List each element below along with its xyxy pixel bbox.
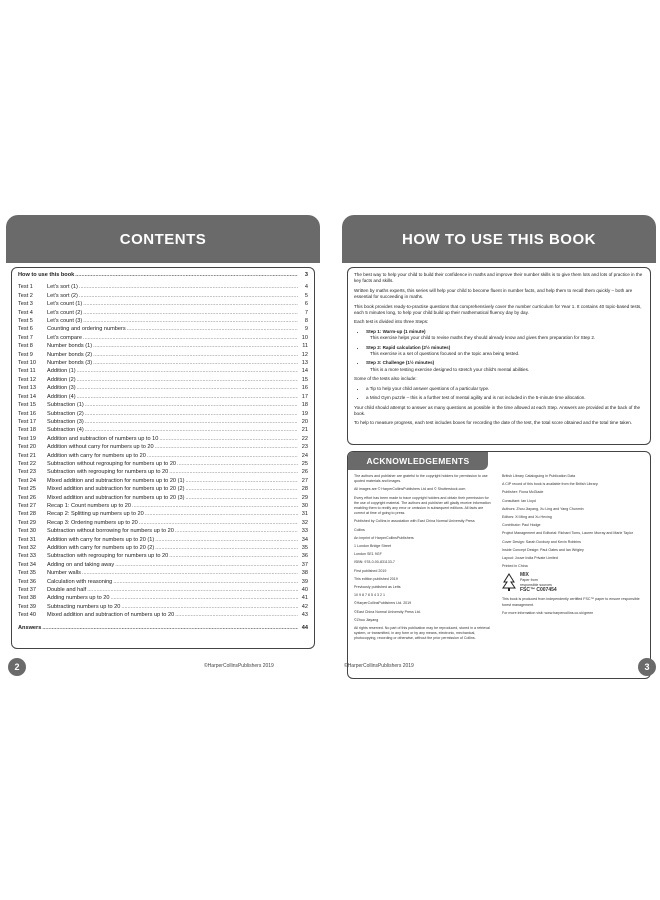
dot-leader xyxy=(115,561,298,569)
contents-page-number: 37 xyxy=(301,561,308,568)
contents-test-title: Number walls xyxy=(47,570,81,577)
contents-test-title: Subtraction without regrouping for numbers up to 20 xyxy=(47,460,177,467)
fsc-tree-icon xyxy=(502,573,516,591)
contents-page-number: 31 xyxy=(301,511,308,518)
ack-line: Authors: Zhou Jiayang, Xu Ling and Yang Chunmin xyxy=(502,506,584,511)
dot-leader xyxy=(175,611,298,619)
contents-test-title: Let's sort (1) xyxy=(47,284,78,291)
how-to-use-page xyxy=(342,205,658,680)
contents-page-number: 38 xyxy=(301,570,308,577)
contents-row xyxy=(18,300,308,308)
contents-page-number: 40 xyxy=(301,587,308,594)
acknowledgements-right-column xyxy=(502,474,642,619)
contents-test-number: How to use this book xyxy=(18,272,75,278)
fsc-logo-block xyxy=(502,573,642,593)
fsc-line: Paper from xyxy=(520,578,538,583)
dot-leader xyxy=(155,536,298,544)
contents-page-number: 43 xyxy=(301,612,308,619)
intro-paragraph: This book provides ready-to-practise questions that comprehensively cover the number curriculum for Year 1. It contains 40 topic-based tests, each 5 minutes long, to help your child build up their mathematical fluency day by day. xyxy=(354,303,642,316)
contents-row xyxy=(18,384,308,392)
dot-leader xyxy=(145,510,298,518)
dot-leader xyxy=(127,325,298,333)
contents-page-number: 36 xyxy=(301,553,308,560)
contents-test-title: Double and half xyxy=(47,587,87,594)
contents-page-number: 4 xyxy=(304,284,308,291)
how-to-use-banner xyxy=(342,215,656,263)
contents-test-title: Let's count (1) xyxy=(47,301,83,308)
includes-list xyxy=(354,386,644,402)
contents-test-number: Test 12 xyxy=(18,376,37,383)
how-to-use-heading: HOW TO USE THIS BOOK xyxy=(402,230,596,248)
contents-test-number: Test 18 xyxy=(18,427,37,434)
contents-test-title: Mixed addition and subtraction for numbers up to 20 (3) xyxy=(47,494,185,501)
contents-test-title: Subtraction with regrouping for numbers up to 20 xyxy=(47,553,169,560)
contents-test-title: Recap 2: Splitting up numbers up to 20 xyxy=(47,511,144,518)
include-item: • a Mind Gym puzzle – this is a further test of mental agility and is not included in the 5-minute time allocation. xyxy=(366,395,644,401)
contents-test-title: Let's count (2) xyxy=(47,309,83,316)
contents-page-number: 44 xyxy=(301,624,308,631)
contents-test-title: Subtraction (3) xyxy=(47,418,84,425)
contents-row xyxy=(18,393,308,401)
contents-page xyxy=(6,205,322,680)
ack-line: ISBN: 978-0-00-831133-7 xyxy=(354,560,395,565)
contents-test-title: Subtraction with regrouping for numbers up to 20 xyxy=(47,469,169,476)
ack-line: An imprint of HarperCollinsPublishers xyxy=(354,535,414,540)
contents-row xyxy=(18,624,308,632)
dot-leader xyxy=(42,624,298,632)
contents-test-number: Answers xyxy=(18,624,42,631)
contents-test-number: Test 1 xyxy=(18,284,33,291)
contents-test-number: Test 9 xyxy=(18,351,33,358)
fsc-mix: MIX xyxy=(520,572,529,579)
ack-line: British Library Cataloguing in Publication Data xyxy=(502,474,576,478)
contents-row xyxy=(18,359,308,367)
contents-test-number: Test 38 xyxy=(18,595,37,602)
dot-leader xyxy=(93,351,298,359)
steps-list xyxy=(354,329,644,373)
contents-page-number: 24 xyxy=(301,452,308,459)
ack-line: Editors: Xi Ming and Xu Hexing xyxy=(502,515,552,520)
contents-test-title: Number bonds (3) xyxy=(47,360,93,367)
ack-line: Consultant: Ian Lloyd xyxy=(502,498,536,503)
contents-page-number: 19 xyxy=(301,410,308,417)
contents-row xyxy=(18,586,308,594)
contents-list xyxy=(11,267,315,649)
contents-test-number: Test 17 xyxy=(18,418,37,425)
dot-leader xyxy=(83,309,298,317)
acknowledgements-box xyxy=(347,451,651,679)
contents-heading: CONTENTS xyxy=(119,230,207,248)
copyright-right: ©HarperCollinsPublishers 2019 xyxy=(344,663,414,669)
dot-leader xyxy=(79,292,298,300)
fsc-note: For more information visit: www.harpercollins.co.uk/green xyxy=(502,610,594,615)
dot-leader xyxy=(85,426,298,434)
contents-page-number: 41 xyxy=(301,595,308,602)
contents-test-number: Test 31 xyxy=(18,536,37,543)
contents-page-number: 29 xyxy=(301,494,308,501)
contents-row xyxy=(18,309,308,317)
contents-test-number: Test 33 xyxy=(18,553,37,560)
contents-row xyxy=(18,376,308,384)
contents-row xyxy=(18,435,308,443)
contents-test-title: Addition without carry for numbers up to 20 xyxy=(47,444,154,451)
contents-page-number: 9 xyxy=(304,326,308,333)
contents-row xyxy=(18,283,308,291)
contents-row xyxy=(18,271,308,279)
dot-leader xyxy=(77,384,298,392)
contents-row xyxy=(18,594,308,602)
ack-line: All images are © HarperCollinsPublishers Ltd and © Shutterstock.com xyxy=(354,487,466,492)
contents-test-title: Addition (2) xyxy=(47,376,76,383)
contents-test-title: Recap 1: Count numbers up to 20 xyxy=(47,502,131,509)
dot-leader xyxy=(83,300,298,308)
ack-line: ©Zhou Jiayang xyxy=(354,617,379,622)
contents-test-title: Addition with carry for numbers up to 20 (1) xyxy=(47,536,155,543)
dot-leader xyxy=(169,552,298,560)
fsc-code: FSC™ C007454 xyxy=(520,587,557,594)
contents-page-number: 12 xyxy=(301,351,308,358)
contents-test-number: Test 11 xyxy=(18,368,36,375)
ack-line: First published 2019 xyxy=(354,568,387,573)
step-item: • Step 1: Warm-up (1 minute) This exercise helps your child to revise maths they should already know and gives them preparation for Step 2. xyxy=(366,329,644,342)
contents-page-number: 13 xyxy=(301,360,308,367)
contents-test-title: Let's count (3) xyxy=(47,318,83,325)
fsc-note: This book is produced from independently certified FSC™ paper to ensure responsible forest management. xyxy=(502,597,640,607)
contents-test-title: Subtraction without borrowing for numbers up to 20 xyxy=(47,528,174,535)
contents-test-title: Addition with carry for numbers up to 20 xyxy=(47,452,146,459)
contents-test-number: Test 29 xyxy=(18,519,37,526)
ack-line: London SE1 9GF xyxy=(354,552,382,557)
contents-test-title: Adding on and taking away xyxy=(47,561,115,568)
dot-leader xyxy=(85,418,298,426)
dot-leader xyxy=(111,594,298,602)
contents-test-title: Addition (1) xyxy=(47,368,76,375)
contents-test-number: Test 14 xyxy=(18,393,37,400)
ack-line: Contributor: Paul Hodge xyxy=(502,523,541,528)
contents-page-number: 33 xyxy=(301,528,308,535)
contents-test-number: Test 5 xyxy=(18,318,33,325)
contents-row xyxy=(18,452,308,460)
contents-row xyxy=(18,342,308,350)
contents-test-number: Test 19 xyxy=(18,435,37,442)
contents-row xyxy=(18,351,308,359)
dot-leader xyxy=(75,271,298,279)
contents-row xyxy=(18,410,308,418)
dot-leader xyxy=(185,494,298,502)
contents-test-number: Test 2 xyxy=(18,292,33,299)
contents-page-number: 25 xyxy=(301,460,308,467)
dot-leader xyxy=(147,452,298,460)
ack-line: A CIP record of this book is available from the British Library. xyxy=(502,482,599,487)
contents-page-number: 42 xyxy=(301,603,308,610)
contents-test-number: Test 35 xyxy=(18,570,37,577)
contents-row xyxy=(18,325,308,333)
contents-test-number: Test 4 xyxy=(18,309,33,316)
ack-line: Inside Concept Design: Paul Oates and Ian Wrigley xyxy=(502,547,584,552)
contents-row xyxy=(18,569,308,577)
contents-test-title: Addition with carry for numbers up to 20 (2) xyxy=(47,545,155,551)
contents-test-title: Addition (4) xyxy=(47,393,76,400)
how-to-use-text xyxy=(347,267,651,445)
contents-page-number: 5 xyxy=(304,292,308,299)
contents-test-title: Mixed addition and subtraction of numbers up to 20 xyxy=(47,612,175,619)
contents-test-number: Test 3 xyxy=(18,301,33,308)
contents-page-number: 22 xyxy=(301,435,308,442)
contents-page-number: 20 xyxy=(301,418,308,425)
ack-line: This edition published 2019 xyxy=(354,576,398,581)
contents-page-number: 34 xyxy=(301,536,308,543)
ack-line: Layout: Jouve India Private Limited xyxy=(502,556,558,561)
acknowledgements-left-column xyxy=(354,474,494,645)
fsc-line: responsible sources xyxy=(520,583,552,588)
dot-leader xyxy=(139,519,298,527)
acknowledgements-heading: ACKNOWLEDGEMENTS xyxy=(348,452,488,470)
dot-leader xyxy=(77,367,298,375)
contents-page-number: 7 xyxy=(304,309,308,316)
contents-row xyxy=(18,544,308,552)
dot-leader xyxy=(177,460,298,468)
contents-row xyxy=(18,460,308,468)
contents-row xyxy=(18,292,308,300)
dot-leader xyxy=(113,578,298,586)
contents-test-number: Test 25 xyxy=(18,486,37,493)
contents-page-number: 26 xyxy=(301,469,308,476)
dot-leader xyxy=(185,477,298,485)
intro-paragraph: Written by maths experts, this series will help your child to become fluent in number facts, and help them to recall them quickly – both are essential for succeeding in maths. xyxy=(354,287,633,300)
contents-row xyxy=(18,527,308,535)
contents-row xyxy=(18,611,308,619)
contents-page-number: 39 xyxy=(301,578,308,585)
ack-line: 10 9 8 7 6 5 4 3 2 1 xyxy=(354,593,385,598)
contents-test-title: Subtraction (1) xyxy=(47,402,84,409)
contents-test-number: Test 40 xyxy=(18,612,37,619)
contents-row xyxy=(18,468,308,476)
contents-test-number: Test 30 xyxy=(18,528,37,535)
contents-banner xyxy=(6,215,320,263)
contents-row xyxy=(18,494,308,502)
contents-test-number: Test 26 xyxy=(18,494,37,501)
ack-line: Published by Collins in association with East China Normal University Press xyxy=(354,519,475,524)
contents-test-title: Mixed addition and subtraction for numbers up to 20 (2) xyxy=(47,486,185,493)
contents-test-number: Test 16 xyxy=(18,410,37,417)
contents-test-number: Test 13 xyxy=(18,385,37,392)
contents-test-number: Test 34 xyxy=(18,561,37,568)
contents-test-title: Number bonds (2) xyxy=(47,351,93,358)
contents-row xyxy=(18,485,308,493)
contents-test-number: Test 24 xyxy=(18,477,37,484)
step-item: • Step 3: Challenge (1½ minutes) This is a more testing exercise designed to stretch your child's mental abilities. xyxy=(366,360,644,373)
dot-leader xyxy=(155,443,298,451)
contents-row xyxy=(18,552,308,560)
contents-page-number: 18 xyxy=(301,402,308,409)
dot-leader xyxy=(83,317,298,325)
ack-line: All rights reserved. No part of this publication may be reproduced, stored in a retrieval system, or transmitted, in any form or by any means, electronic, mechanical, photocopying, recording or otherwise, without the prior permission of Collins. xyxy=(354,626,490,641)
contents-page-number: 30 xyxy=(301,502,308,509)
contents-test-title: Adding numbers up to 20 xyxy=(47,595,110,602)
contents-test-number: Test 10 xyxy=(18,360,37,367)
dot-leader xyxy=(77,393,298,401)
intro-paragraph: Each test is divided into three Steps: xyxy=(354,319,429,325)
contents-test-number: Test 22 xyxy=(18,460,37,467)
tests-include-label: Some of the tests also include: xyxy=(354,376,417,382)
ack-line: Every effort has been made to trace copyright holders and obtain their permission for the use of copyright material. The authors and publisher will gladly receive information enabling them to rectify any error or omission in subsequent editions. All facts are correct at time of going to press. xyxy=(354,495,491,516)
contents-test-number: Test 39 xyxy=(18,603,37,610)
contents-row xyxy=(18,317,308,325)
ack-line: Project Management and Editorial: Richard Toms, Lauren Murray and Marie Taylor xyxy=(502,531,633,536)
dot-leader xyxy=(175,527,298,535)
contents-test-number: Test 15 xyxy=(18,402,37,409)
outro-paragraph: To help to measure progress, each test includes boxes for recording the date of the test, the total score obtained and the total time taken. xyxy=(354,420,633,426)
ack-line: Printed in China xyxy=(502,564,528,569)
dot-leader xyxy=(185,485,298,493)
contents-row xyxy=(18,578,308,586)
contents-page-number: 28 xyxy=(301,486,308,493)
contents-page-number: 21 xyxy=(301,427,308,434)
dot-leader xyxy=(85,401,298,409)
contents-row xyxy=(18,510,308,518)
contents-row xyxy=(18,426,308,434)
ack-line: Publisher: Fiona McGlade xyxy=(502,490,544,495)
contents-page-number: 10 xyxy=(301,334,308,341)
step-item: • Step 2: Rapid calculation (2½ minutes) This exercise is a set of questions focused on the topic area being tested. xyxy=(366,345,644,358)
outro-paragraph: Your child should attempt to answer as many questions as possible in the time allowed at each Step. Answers are provided at the back of the book. xyxy=(354,404,641,416)
ack-line: Previously published as Letts xyxy=(354,585,401,590)
contents-test-title: Addition (3) xyxy=(47,385,76,392)
dot-leader xyxy=(155,544,298,552)
contents-page-number: 32 xyxy=(301,519,308,526)
contents-page-number: 23 xyxy=(301,444,308,451)
page-number-right: 3 xyxy=(638,658,656,676)
contents-row xyxy=(18,477,308,485)
contents-page-number: 16 xyxy=(301,385,308,392)
ack-line: ©East China Normal University Press Ltd. xyxy=(354,609,421,614)
contents-test-number: Test 8 xyxy=(18,343,33,350)
contents-test-title: Number bonds (1) xyxy=(47,343,93,350)
contents-test-title: Recap 3: Ordering numbers up to 20 xyxy=(47,519,138,526)
contents-test-number: Test 7 xyxy=(18,334,33,341)
dot-leader xyxy=(87,586,298,594)
contents-page-number: 8 xyxy=(304,318,308,325)
contents-row xyxy=(18,519,308,527)
contents-row xyxy=(18,536,308,544)
contents-test-number: Test 37 xyxy=(18,587,37,594)
contents-page-number: 3 xyxy=(304,272,308,278)
contents-test-title: Counting and ordering numbers xyxy=(47,326,126,333)
dot-leader xyxy=(159,435,298,443)
contents-test-title: Mixed addition and subtraction for numbers up to 20 (1) xyxy=(47,477,185,484)
dot-leader xyxy=(121,603,298,611)
dot-leader xyxy=(82,569,298,577)
contents-test-title: Subtraction (4) xyxy=(47,427,84,434)
contents-test-title: Let's sort (2) xyxy=(47,292,78,299)
include-item: • a Tip to help your child answer questions of a particular type. xyxy=(366,386,644,392)
contents-row xyxy=(18,418,308,426)
dot-leader xyxy=(79,283,298,291)
contents-test-number: Test 36 xyxy=(18,578,37,585)
dot-leader xyxy=(93,342,298,350)
contents-test-number: Test 6 xyxy=(18,326,33,333)
contents-page-number: 35 xyxy=(301,545,308,551)
dot-leader xyxy=(83,334,298,342)
contents-row xyxy=(18,443,308,451)
ack-line: Cover Design: Sarah Duxbury and Kevin Robbins xyxy=(502,539,581,544)
contents-page-number: 27 xyxy=(301,477,308,484)
contents-test-title: Subtraction (2) xyxy=(47,410,84,417)
contents-row xyxy=(18,603,308,611)
contents-test-title: Calculation with reasoning xyxy=(47,578,113,585)
dot-leader xyxy=(132,502,298,510)
contents-page-number: 6 xyxy=(304,301,308,308)
contents-test-number: Test 21 xyxy=(18,452,37,459)
contents-row xyxy=(18,401,308,409)
contents-test-title: Subtracting numbers up to 20 xyxy=(47,603,121,610)
contents-test-title: Let's compare xyxy=(47,334,82,341)
contents-page-number: 17 xyxy=(301,393,308,400)
page-number-left: 2 xyxy=(8,658,26,676)
contents-row xyxy=(18,334,308,342)
contents-test-number: Test 27 xyxy=(18,502,37,509)
dot-leader xyxy=(85,410,298,418)
ack-line: ©HarperCollinsPublishers Ltd. 2019 xyxy=(354,601,412,606)
ack-line: 1 London Bridge Street xyxy=(354,544,391,549)
contents-row xyxy=(18,367,308,375)
dot-leader xyxy=(169,468,298,476)
contents-test-number: Test 28 xyxy=(18,511,37,518)
copyright-left: ©HarperCollinsPublishers 2019 xyxy=(204,663,274,669)
contents-page-number: 14 xyxy=(301,368,308,375)
contents-row xyxy=(18,502,308,510)
contents-test-number: Test 20 xyxy=(18,444,37,451)
contents-row xyxy=(18,561,308,569)
contents-test-number: Test 23 xyxy=(18,469,37,476)
contents-test-number: Test 32 xyxy=(18,545,37,551)
contents-page-number: 11 xyxy=(302,343,308,350)
intro-paragraph: The best way to help your child to build their confidence in maths and improve their number skills is to give them lots and lots of practice in the key facts and skills. xyxy=(354,272,643,284)
contents-test-title: Addition and subtraction of numbers up to 10 xyxy=(47,435,159,442)
contents-page-number: 15 xyxy=(301,376,308,383)
ack-line: The authors and publisher are grateful to the copyright holders for permission to use quoted materials and images. xyxy=(354,474,488,484)
dot-leader xyxy=(77,376,298,384)
dot-leader xyxy=(93,359,298,367)
ack-line: Collins xyxy=(354,527,365,532)
